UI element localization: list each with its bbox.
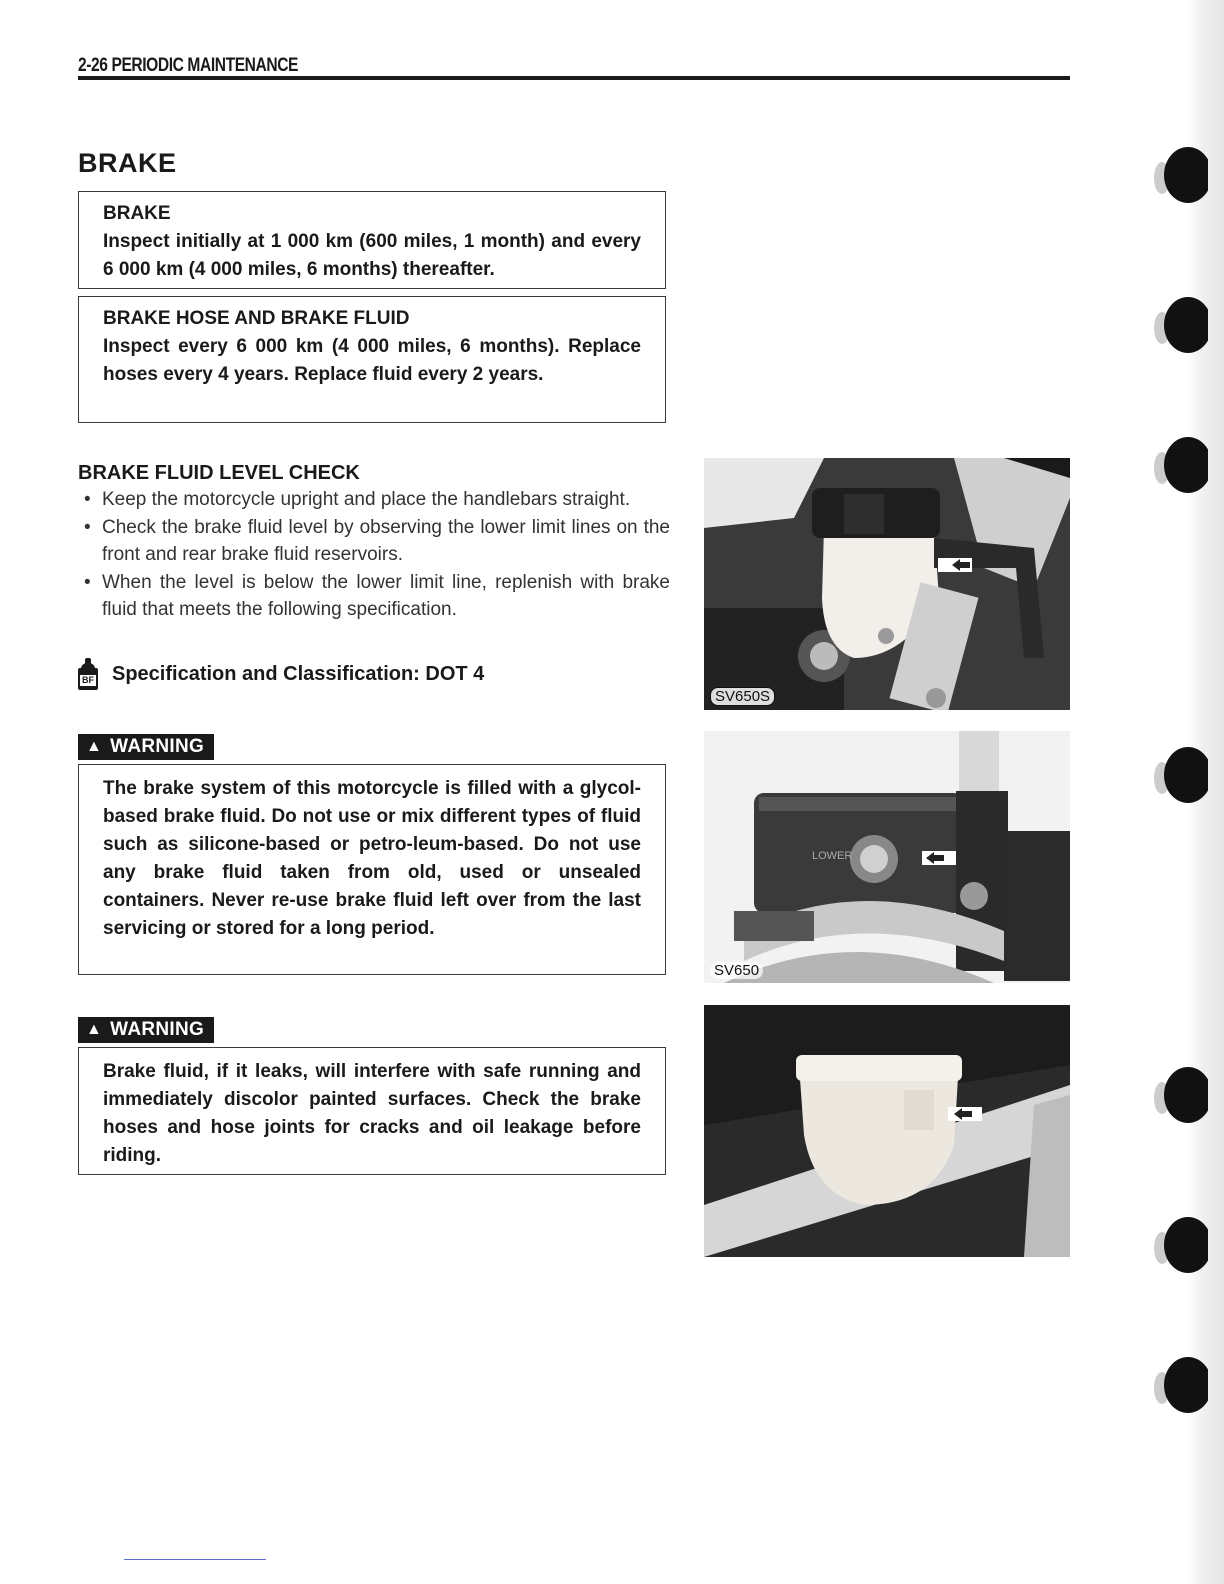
- reservoir-photo-illustration: [704, 458, 1070, 710]
- hose-fluid-heading: BRAKE HOSE AND BRAKE FLUID: [103, 308, 410, 329]
- model-label: SV650S: [710, 687, 775, 706]
- warning-badge: ▲ WARNING: [78, 734, 214, 760]
- list-item: • When the level is below the lower limit line, replenish with brake fluid that meets the following specification.: [84, 571, 670, 620]
- section-tab-marker: [1148, 1210, 1208, 1280]
- brake-interval-heading: BRAKE: [103, 203, 171, 224]
- svg-text:LOWER: LOWER: [812, 850, 853, 862]
- reservoir-photo-illustration: [704, 731, 1070, 983]
- warning-badge: ▲ WARNING: [78, 1017, 214, 1043]
- list-item: • Check the brake fluid level by observing the lower limit lines on the front and rear brake fluid reservoirs.: [84, 516, 670, 565]
- photo-front-reservoir-sv650: [704, 731, 1070, 983]
- warning-triangle-icon: ▲: [86, 1021, 103, 1038]
- section-tab-marker: [1148, 740, 1208, 810]
- header-rule: [78, 76, 1070, 80]
- hose-fluid-box: [78, 296, 666, 423]
- brake-interval-text: Inspect initially at 1 000 km (600 miles, 1 month) and every 6 000 km (4 000 miles, 6 months) thereafter.: [103, 231, 641, 280]
- brake-interval-box: [78, 191, 666, 289]
- photo-front-reservoir-sv650s: [704, 458, 1070, 710]
- reservoir-photo-illustration: [704, 1005, 1070, 1257]
- hose-fluid-text: Inspect every 6 000 km (4 000 miles, 6 months). Replace hoses every 4 years. Replace fluid every 2 years.: [103, 336, 641, 385]
- section-tab-marker: [1148, 1060, 1208, 1130]
- section-tab-marker: [1148, 290, 1208, 360]
- model-label: SV650: [710, 962, 763, 979]
- warning-text: The brake system of this motorcycle is filled with a glycol-based brake fluid. Do not use or mix different types of fluid such as silicone-based or petro-leum-based. Do not use any brake fluid taken from old, used or unsealed containers. Never re-use brake fluid left over from the last servicing or stored for a long period.: [103, 778, 641, 939]
- page-header: 2-26 PERIODIC MAINTENANCE: [78, 55, 299, 76]
- list-item: • Keep the motorcycle upright and place the handlebars straight.: [84, 489, 631, 510]
- warning-box-leak: [78, 1047, 666, 1175]
- spec-text: Specification and Classification: DOT 4: [112, 662, 485, 685]
- warning-triangle-icon: ▲: [86, 738, 103, 755]
- section-tab-marker: [1148, 140, 1208, 210]
- warning-box-glycol: [78, 764, 666, 975]
- photo-rear-reservoir: [704, 1005, 1070, 1257]
- spec-row: [78, 658, 484, 690]
- fluid-check-title: BRAKE FLUID LEVEL CHECK: [78, 462, 360, 484]
- warning-text: Brake fluid, if it leaks, will interfere with safe running and immediately discolor painted surfaces. Check the brake hoses and hose joints for cracks and oil leakage before riding.: [103, 1061, 641, 1166]
- section-title: BRAKE: [78, 148, 177, 178]
- brake-fluid-bottle-icon: BF: [78, 658, 98, 690]
- section-tab-marker: [1148, 430, 1208, 500]
- section-tab-marker: [1148, 1350, 1208, 1420]
- fluid-check-list: [84, 486, 670, 624]
- footer-rule: [124, 1559, 266, 1560]
